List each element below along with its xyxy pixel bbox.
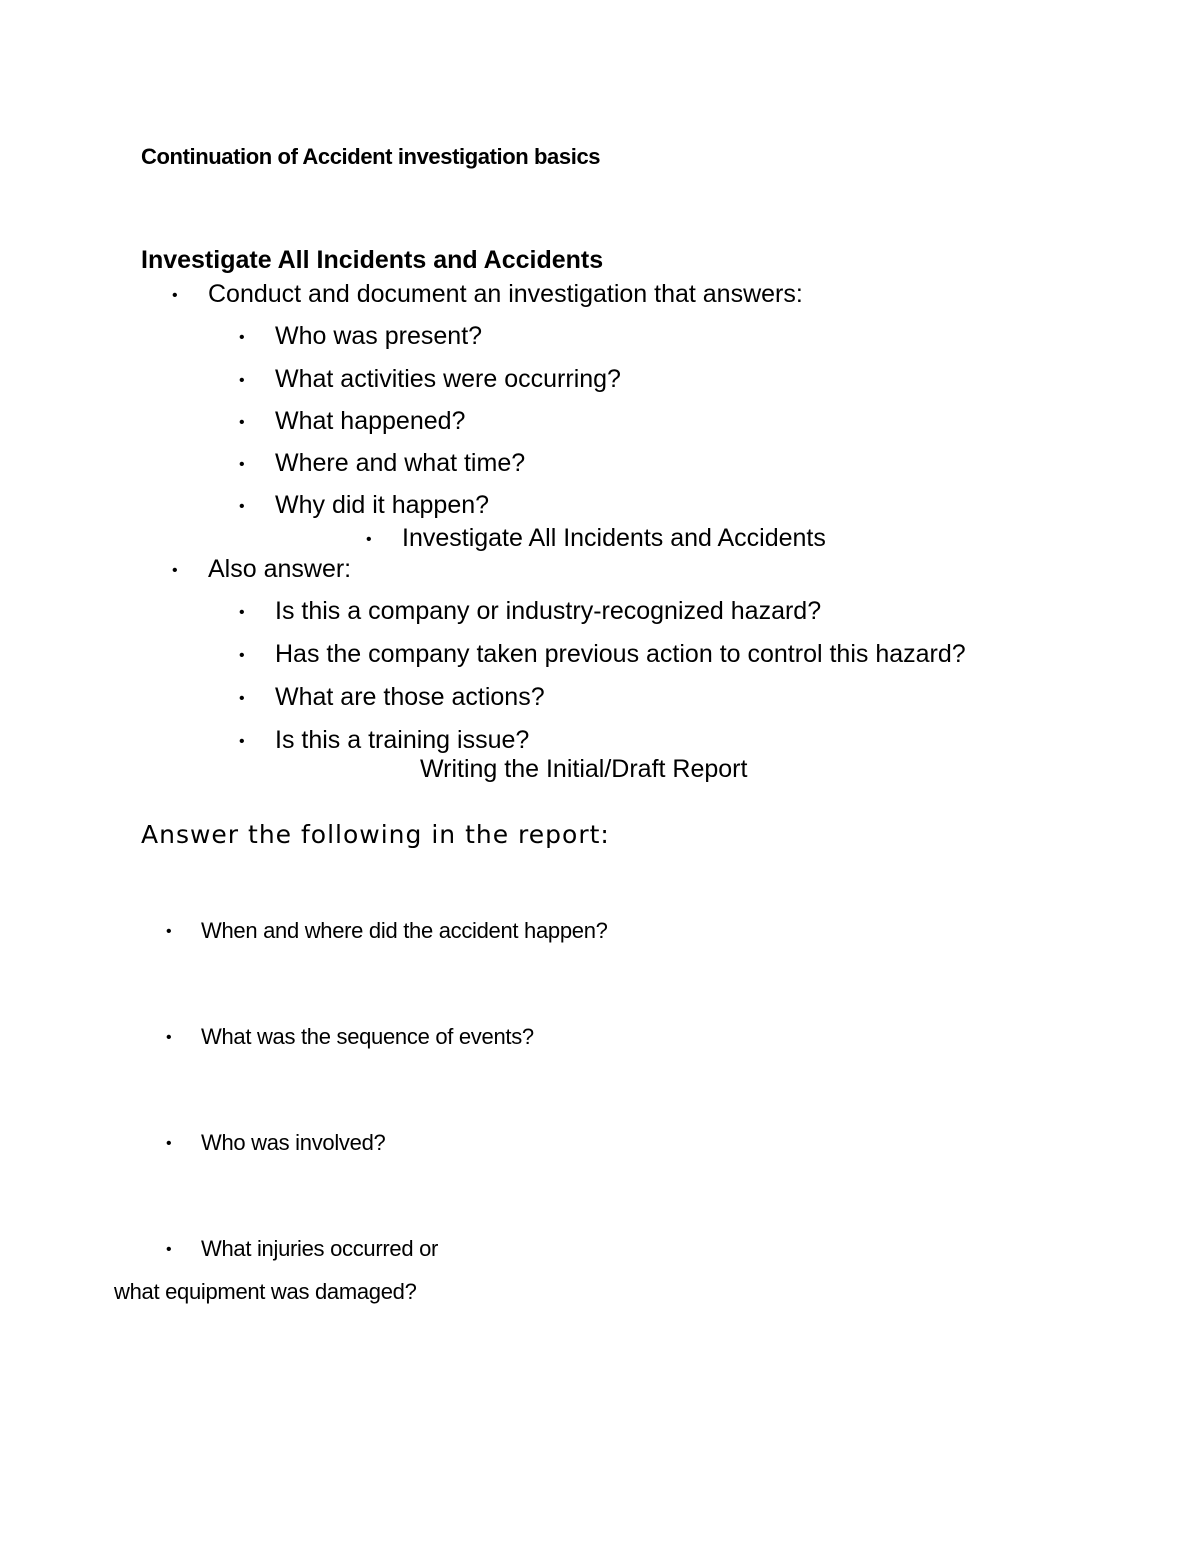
- list-item-text: What happened?: [275, 407, 466, 435]
- section-heading: Investigate All Incidents and Accidents: [141, 246, 604, 274]
- bullet-icon: •: [239, 372, 245, 389]
- report-heading: Answer the following in the report:: [141, 820, 610, 849]
- bullet-icon: •: [239, 329, 245, 346]
- bullet-icon: •: [166, 923, 172, 940]
- list-item-text: Conduct and document an investigation that answers:: [208, 280, 803, 308]
- bullet-icon: •: [166, 1241, 172, 1258]
- list-item-text: Is this a training issue?: [275, 726, 530, 754]
- bullet-icon: •: [172, 562, 178, 579]
- bullet-icon: •: [172, 287, 178, 304]
- continuation-text: what equipment was damaged?: [114, 1279, 417, 1304]
- list-item-text: Who was present?: [275, 322, 483, 350]
- list-item-text: When and where did the accident happen?: [201, 918, 608, 943]
- list-item-text: Has the company taken previous action to control this hazard?: [275, 640, 966, 668]
- list-item-text: What activities were occurring?: [275, 365, 621, 393]
- bullet-icon: •: [239, 498, 245, 515]
- list-item-text: Who was involved?: [201, 1130, 386, 1155]
- writing-heading: Writing the Initial/Draft Report: [420, 755, 748, 783]
- list-item-text: What was the sequence of events?: [201, 1024, 534, 1049]
- list-item-text: What injuries occurred or: [201, 1236, 439, 1261]
- list-item-text: Why did it happen?: [275, 491, 490, 519]
- list-item-text: Where and what time?: [275, 449, 526, 477]
- bullet-icon: •: [366, 531, 372, 548]
- list-item-text: What are those actions?: [275, 683, 545, 711]
- list-item-text: Also answer:: [208, 555, 352, 583]
- bullet-icon: •: [166, 1135, 172, 1152]
- list-item-text: Investigate All Incidents and Accidents: [402, 524, 826, 552]
- bullet-icon: •: [239, 733, 245, 750]
- list-item-text: Is this a company or industry-recognized hazard?: [275, 597, 822, 625]
- bullet-icon: •: [239, 456, 245, 473]
- bullet-icon: •: [239, 690, 245, 707]
- bullet-icon: •: [239, 604, 245, 621]
- bullet-icon: •: [239, 414, 245, 431]
- bullet-icon: •: [239, 647, 245, 664]
- document-title: Continuation of Accident investigation basics: [141, 144, 601, 169]
- bullet-icon: •: [166, 1029, 172, 1046]
